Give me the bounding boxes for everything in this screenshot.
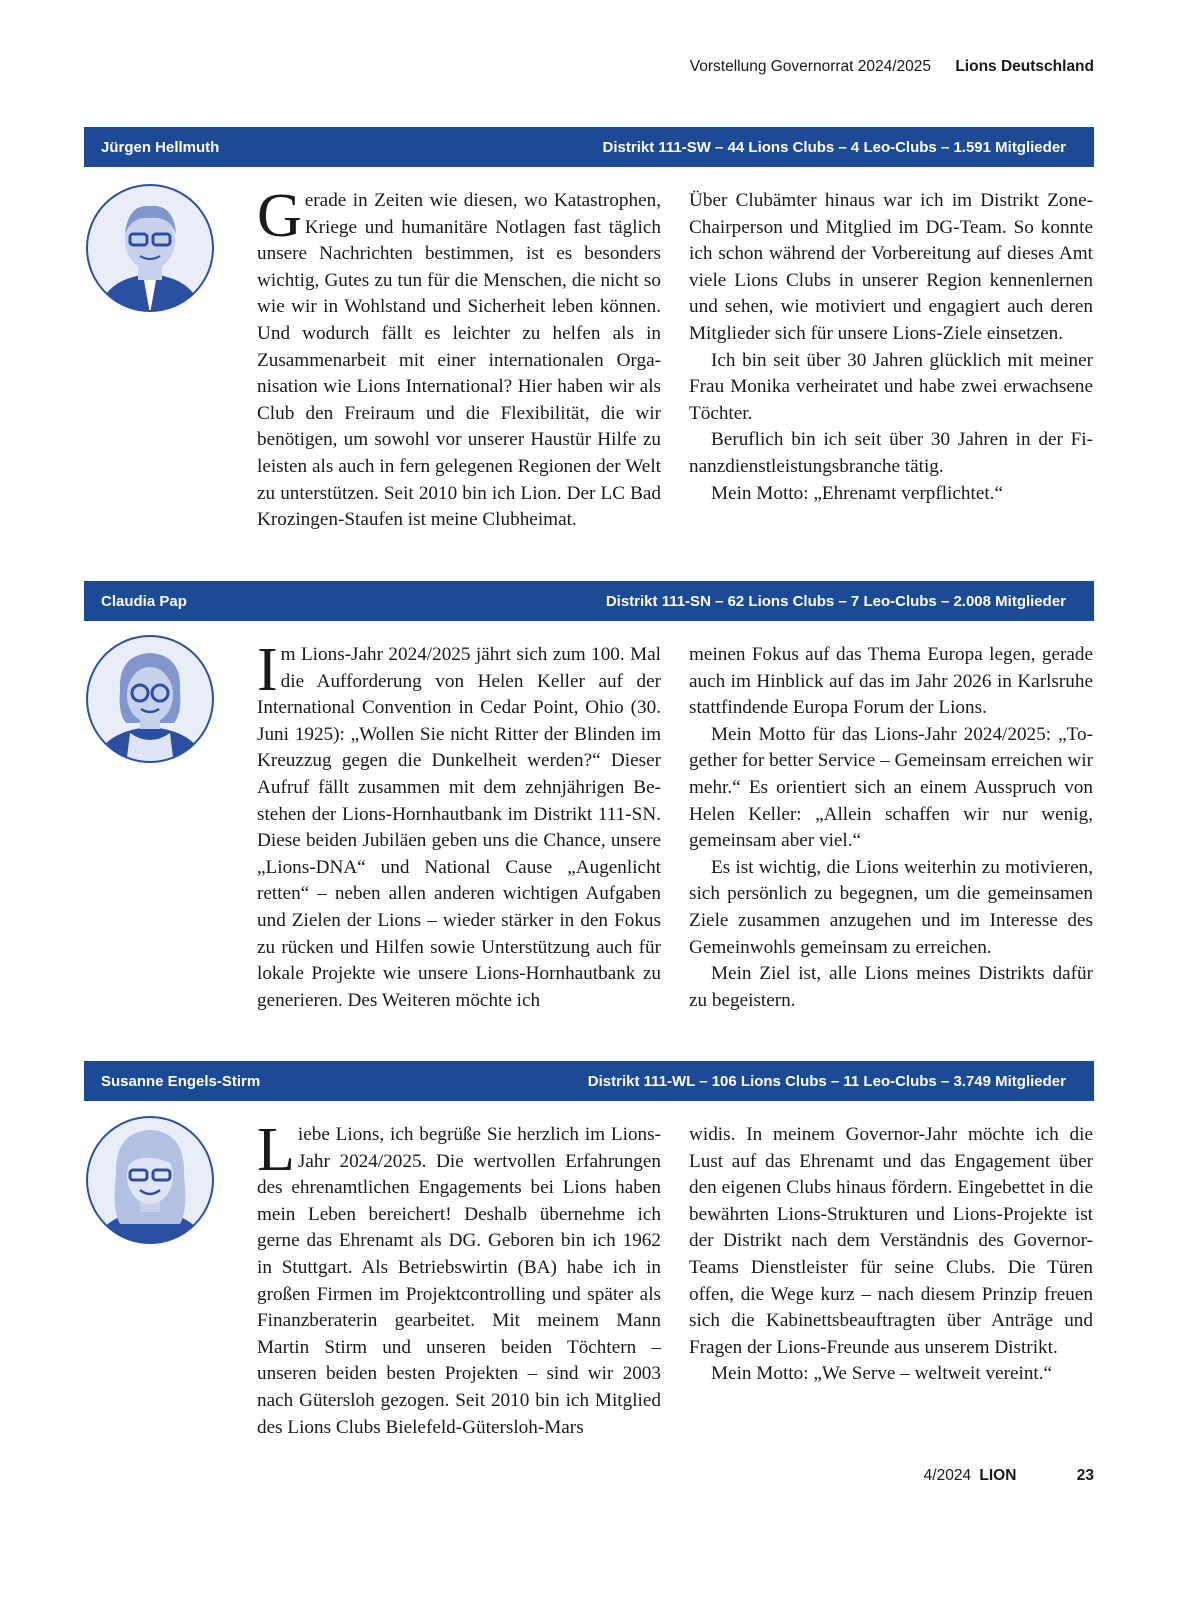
portrait-icon [84, 1114, 216, 1246]
paragraph: Beruflich bin ich seit über 30 Jahren in der Finanzdienstleistungsbranche tätig. [689, 429, 1093, 477]
text-column-left [257, 636, 661, 1014]
text-column-left [257, 1116, 661, 1441]
page-footer [924, 1467, 1094, 1485]
paragraph: widis. In meinem Governor-Jahr möchte ich die Lust auf das Ehrenamt und das Engagement über den eigenen Clubs hinaus fördern. Eingebettet in die bewährten Lions-Strukturen und Lions-Projekte ist der Distrikt nach dem Verständnis des Governor-Teams Dienstleister für seine Clubs. Die Türen offen, die Wege kurz – nach diesem Prinzip freuen sich die Kabinettsbeauftragten über Anträge und Fragen der Lions-Freunde aus unserem Distrikt. [689, 1124, 1093, 1358]
paragraph: meinen Fokus auf das Thema Europa legen, gerade auch im Hinblick auf das im Jahr 2026 in Karlsruhe stattfindende Europa Forum der Lions. [689, 644, 1093, 719]
district-info: Distrikt 111-SW – 44 Lions Clubs – 4 Leo-Clubs – 1.591 Mitglieder [602, 138, 1066, 156]
paragraph: Mein Ziel ist, alle Lions meines Distrikts dafür zu begeistern. [689, 963, 1093, 1011]
portrait-icon [84, 182, 216, 314]
dropcap: G [257, 182, 302, 250]
district-info: Distrikt 111-SN – 62 Lions Clubs – 7 Leo-Clubs – 2.008 Mitglieder [605, 592, 1066, 610]
profile-name: Jürgen Hellmuth [101, 138, 220, 156]
brand-name: Lions Deutschland [955, 58, 1094, 75]
portrait-icon [84, 633, 216, 765]
profile-name: Claudia Pap [101, 592, 187, 610]
issue-number: 4/2024 [923, 1467, 972, 1484]
paragraph: Mein Motto: „We Serve – weltweit vereint.“ [711, 1363, 1053, 1385]
page-number: 23 [1076, 1467, 1094, 1484]
profile-bar [84, 581, 1094, 621]
profile-name: Susanne Engels-Stirm [101, 1072, 261, 1090]
text-column-right [689, 1122, 1093, 1388]
paragraph: m Lions-Jahr 2024/2025 jährt sich zum 100. Mal die Aufforderung von Helen Keller auf der International Convention in Cedar Point, Ohio (30. Juni 1925): „Wollen Sie nicht Ritter der Blinden im Kreuzzug gegen die Dunkelheit werden?“ Dieser Aufruf fällt zusammen mit dem zehnjährigen Bestehen der Lions-Hornhautbank im Distrikt 111-SN. Diese beiden Jubiläen geben uns die Chance, unsere „Lions-DNA“ und National Cause „Augenlicht retten“ – neben allen anderen wichtigen Aufgaben und Zielen der Lions – wieder stärker in den Fokus zu rücken und Hilfen sowie Unterstützung auch für lokale Projekte wie unsere Lions-Hornhautbank zu generieren. Des Weiteren möchte ich [257, 644, 661, 1011]
paragraph: Über Clubämter hinaus war ich im Distrikt Zone-Chairperson und Mitglied im DG-Team. So konnte ich schon während der Vorbereitung auf dieses Amt viele Lions Clubs in unserer Region kennenlernen und sehen, wie motiviert und engagiert auch deren Mitglieder sich für unsere Lions-Ziele einsetzen. [689, 190, 1093, 344]
dropcap: L [257, 1116, 295, 1184]
profile-bar [84, 1061, 1094, 1101]
district-info: Distrikt 111-WL – 106 Lions Clubs – 11 Leo-Clubs – 3.749 Mitglieder [587, 1072, 1066, 1090]
paragraph: Es ist wichtig, die Lions weiterhin zu motivieren, sich persönlich zu begegnen, um die gemeinsamen Ziele zusammen anzugehen und im Interesse des Gemeinwohls gemeinsam zu erreichen. [689, 856, 1093, 958]
paragraph: Ich bin seit über 30 Jahren glücklich mit meiner Frau Monika verheiratet und habe zwei erwachsene Töchter. [689, 349, 1093, 424]
dropcap: I [257, 636, 278, 704]
text-column-left [257, 182, 661, 534]
text-column-right [689, 188, 1093, 507]
paragraph: iebe Lions, ich begrüße Sie herzlich im Lions-Jahr 2024/2025. Die wertvollen Erfahrungen des ehrenamtlichen Engagements bei Lions haben mein Leben bereichert! Deshalb übernehme ich gerne das Ehrenamt als DG. Geboren bin ich 1962 in Stuttgart. Als Betriebswirtin (BA) habe ich in großen Firmen im Projektcontrolling und später als Finanzberaterin gearbeitet. Mit meinem Mann Martin Stirm und unseren beiden Töchtern – unseren beiden besten Projekten – sind wir 2003 nach Gütersloh gezogen. Seit 2010 bin ich Mitglied des Lions Clubs Bielefeld-Gütersloh-Mars [257, 1124, 661, 1438]
section-title: Vorstellung Governorrat 2024/2025 [689, 58, 932, 75]
text-column-right [689, 642, 1093, 1014]
page-header [690, 58, 1094, 76]
magazine-name: LION [979, 1467, 1017, 1484]
paragraph: erade in Zeiten wie diesen, wo Katastrophen, Kriege und humanitäre Notlagen fast täglich unsere Nachrichten bestimmen, ist es besonders wichtig, Gutes zu tun für die Menschen, die nicht so wie wir in Wohlstand und Sicherheit leben können. Und wodurch fällt es leichter zu helfen als in Zusammenarbeit mit einer internationalen Organisation wie Lions International? Hier haben wir als Club den Freiraum und die Flexibilität, die wir benötigen, um sowohl vor unserer Haustür Hilfe zu leisten als auch in fern gelegenen Regionen der Welt zu unterstützen. Seit 2010 bin ich Lion. Der LC Bad Krozingen-Staufen ist meine Clubheimat. [257, 190, 661, 531]
paragraph: Mein Motto: „Ehrenamt verpflichtet.“ [711, 482, 1003, 504]
paragraph: Mein Motto für das Lions-Jahr 2024/2025: „Together for better Service – Gemeinsam erreichen wir mehr.“ Es orientiert sich an einem Ausspruch von Helen Keller: „Allein schaffen wir nur wenig, gemeinsam aber viel.“ [689, 723, 1093, 852]
profile-bar [84, 127, 1094, 167]
